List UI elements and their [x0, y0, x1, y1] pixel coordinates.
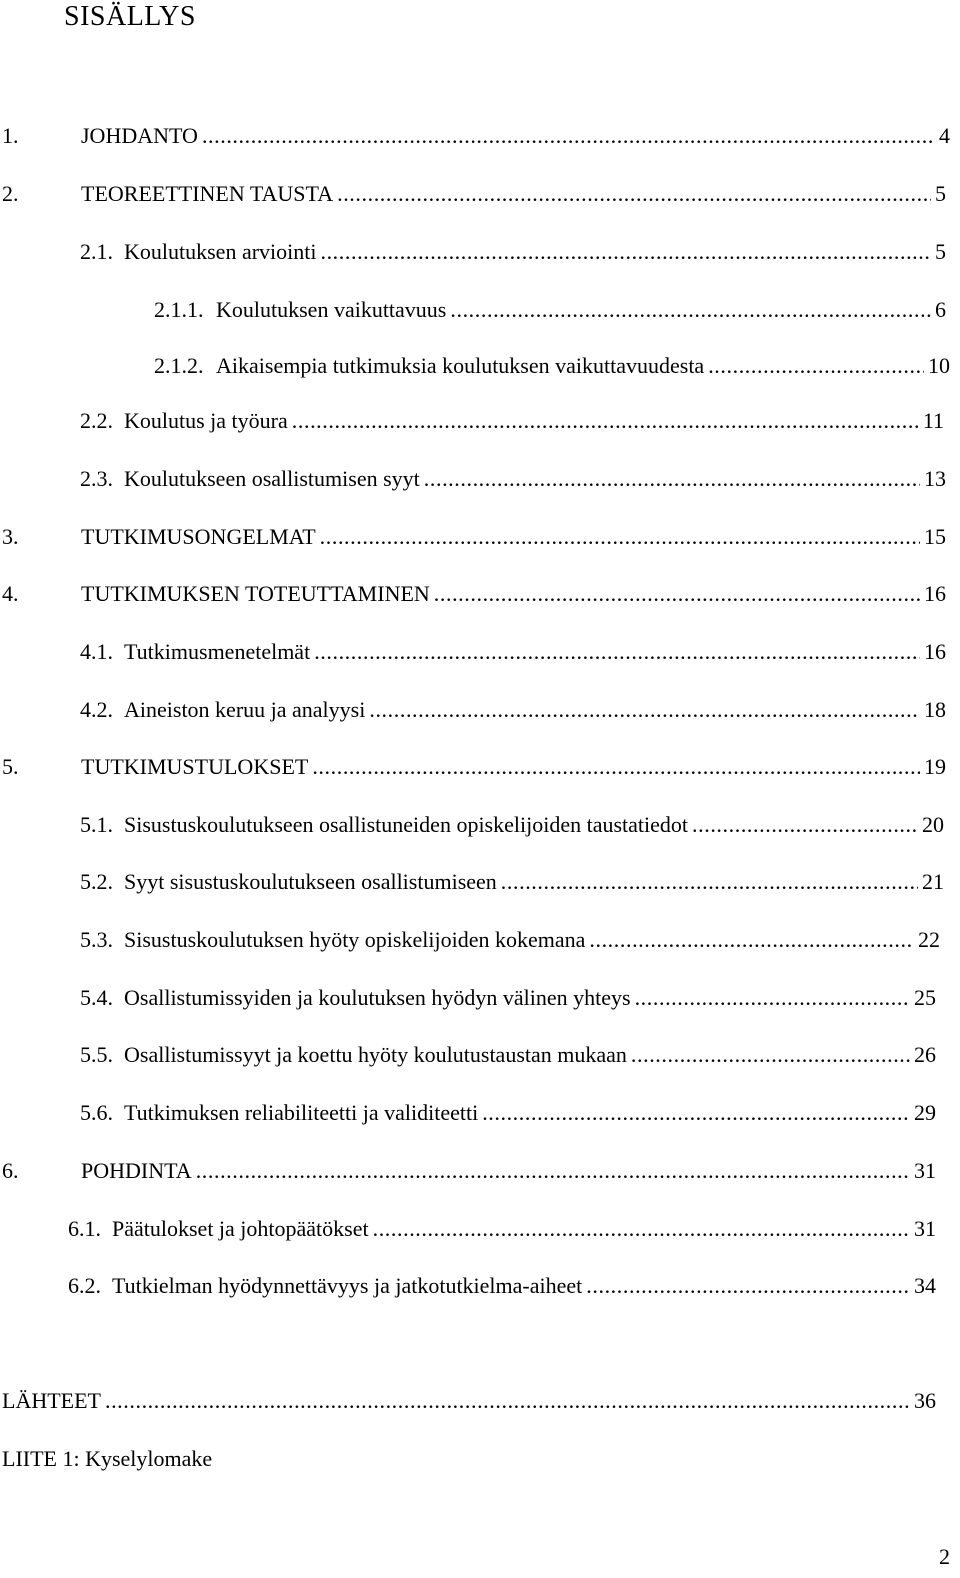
toc-entry-liite[interactable]: LIITE 1: Kyselylomake [2, 1446, 213, 1471]
toc-entry-page: 5 [935, 239, 946, 264]
toc-entry-page: 16 [924, 581, 946, 606]
toc-entry-number: 2.3. [80, 466, 113, 491]
toc-entry-number: 2.1. [80, 239, 113, 264]
toc-entry-aineiston-keruu[interactable] [80, 696, 946, 724]
toc-entry-osallistumisen-syyt[interactable] [80, 465, 946, 493]
toc-entry-title: JOHDANTO [81, 123, 198, 148]
toc-entry-title: Koulutus ja työura [124, 408, 288, 433]
toc-entry-title: Sisustuskoulutukseen osallistuneiden opiskelijoiden taustatiedot [124, 812, 689, 837]
toc-entry-paatulokset[interactable] [68, 1215, 936, 1243]
toc-entry-page: 6 [935, 297, 946, 322]
toc-entry-number: 1. [2, 123, 19, 148]
toc-entry-number: 5.4. [80, 985, 113, 1010]
toc-entry-title: Tutkielman hyödynnettävyys ja jatkotutkielma-aiheet [112, 1273, 583, 1298]
toc-entry-number: 2.2. [80, 408, 113, 433]
toc-leader-dots [589, 926, 914, 954]
toc-entry-page: 21 [922, 869, 944, 894]
toc-entry-number: 2.1.2. [154, 353, 204, 378]
toc-entry-page: 34 [914, 1273, 936, 1298]
toc-entry-number: 5.3. [80, 927, 113, 952]
toc-entry-tutkimuksen-toteuttaminen[interactable] [2, 580, 946, 608]
toc-entry-number: 5.6. [80, 1100, 113, 1125]
toc-entry-title: Koulutuksen arviointi [124, 239, 317, 264]
toc-entry-title: Tutkimusmenetelmät [124, 639, 311, 664]
toc-entry-page: 26 [914, 1042, 936, 1067]
toc-entry-tutkimustulokset[interactable] [2, 753, 946, 781]
toc-leader-dots [369, 696, 920, 724]
toc-leader-dots [320, 523, 920, 551]
toc-entry-number: 4.2. [80, 697, 113, 722]
toc-entry-page: 29 [914, 1100, 936, 1125]
toc-entry-hyoty-kokemana[interactable] [80, 926, 940, 954]
toc-entry-title: Koulutukseen osallistumisen syyt [124, 466, 420, 491]
toc-entry-koulutuksen-vaikuttavuus[interactable] [154, 296, 946, 324]
toc-entry-page: 13 [924, 466, 946, 491]
toc-entry-title: Koulutuksen vaikuttavuus [216, 297, 447, 322]
toc-entry-title: Päätulokset ja johtopäätökset [112, 1216, 369, 1241]
toc-leader-dots [450, 296, 931, 324]
toc-entry-page: 4 [939, 123, 950, 148]
toc-leader-dots [635, 984, 910, 1012]
toc-entry-page: 31 [914, 1158, 936, 1183]
toc-entry-title: POHDINTA [81, 1158, 192, 1183]
toc-leader-dots [202, 122, 935, 150]
toc-entry-number: 5.5. [80, 1042, 113, 1067]
toc-leader-dots [631, 1041, 910, 1069]
toc-entry-number: 4.1. [80, 639, 113, 664]
toc-leader-dots [586, 1272, 910, 1300]
toc-entry-number: 5.1. [80, 812, 113, 837]
toc-entry-page: 36 [914, 1388, 936, 1413]
toc-entry-number: 2.1.1. [154, 297, 204, 322]
toc-leader-dots [482, 1099, 910, 1127]
page-number: 2 [939, 1544, 950, 1569]
toc-leader-dots [434, 580, 920, 608]
toc-entry-aikaisempia-tutkimuksia[interactable] [154, 352, 950, 380]
toc-entry-taustatiedot[interactable] [80, 811, 944, 839]
toc-entry-page: 10 [928, 353, 950, 378]
toc-entry-number: 5.2. [80, 869, 113, 894]
toc-entry-number: 3. [2, 524, 19, 549]
toc-entry-number: 6.1. [68, 1216, 101, 1241]
toc-entry-koulutuksen-arviointi[interactable] [80, 238, 946, 266]
toc-leader-dots [501, 868, 918, 896]
toc-leader-dots [373, 1215, 910, 1243]
toc-leader-dots [337, 180, 931, 208]
toc-entry-page: 16 [924, 639, 946, 664]
toc-entry-number: 6. [2, 1158, 19, 1183]
toc-leader-dots [424, 465, 920, 493]
toc-entry-tutkimusmenetelmat[interactable] [80, 638, 946, 666]
toc-entry-page: 18 [924, 697, 946, 722]
toc-entry-pohdinta[interactable] [2, 1157, 936, 1185]
toc-entry-number: 4. [2, 581, 19, 606]
toc-entry-page: 11 [922, 408, 944, 433]
toc-entry-title: Osallistumissyiden ja koulutuksen hyödyn välinen yhteys [124, 985, 631, 1010]
page-title: SISÄLLYS [64, 1, 196, 32]
toc-entry-syyt-osallistumiseen[interactable] [80, 868, 944, 896]
toc-entry-reliabiliteetti[interactable] [80, 1099, 936, 1127]
toc-entry-johdanto[interactable] [2, 122, 950, 150]
toc-entry-lahteet[interactable] [2, 1387, 936, 1415]
toc-leader-dots [312, 753, 920, 781]
toc-entry-tutkimusongelmat[interactable] [2, 523, 946, 551]
toc-entry-teoreettinen-tausta[interactable] [2, 180, 946, 208]
toc-leader-dots [105, 1387, 910, 1415]
toc-entry-title: Aineiston keruu ja analyysi [124, 697, 366, 722]
toc-entry-koulutustaustan-mukaan[interactable] [80, 1041, 936, 1069]
toc-entry-title: Aikaisempia tutkimuksia koulutuksen vaikuttavuudesta [216, 353, 705, 378]
toc-entry-title: Syyt sisustuskoulutukseen osallistumiseen [124, 869, 497, 894]
toc-entry-number: 5. [2, 754, 19, 779]
toc-entry-number: 2. [2, 181, 19, 206]
toc-entry-title: Sisustuskoulutuksen hyöty opiskelijoiden kokemana [124, 927, 586, 952]
toc-entry-title: Osallistumissyyt ja koettu hyöty koulutustaustan mukaan [124, 1042, 627, 1067]
toc-leader-dots [320, 238, 931, 266]
toc-entry-title: TUTKIMUSTULOKSET [81, 754, 309, 779]
toc-entry-page: 15 [924, 524, 946, 549]
toc-leader-dots [692, 811, 918, 839]
toc-entry-page: 31 [914, 1216, 936, 1241]
toc-entry-page: 19 [924, 754, 946, 779]
toc-entry-title: TUTKIMUSONGELMAT [81, 524, 316, 549]
toc-entry-title: TEOREETTINEN TAUSTA [81, 181, 334, 206]
toc-entry-page: 5 [935, 181, 946, 206]
toc-entry-title: TUTKIMUKSEN TOTEUTTAMINEN [81, 581, 430, 606]
toc-entry-page: 22 [918, 927, 940, 952]
toc-entry-hyodynnettavyys[interactable] [68, 1272, 936, 1300]
toc-leader-dots [292, 407, 919, 435]
toc-entry-page: 20 [922, 812, 944, 837]
toc-entry-koulutus-ja-tyoura[interactable] [80, 407, 944, 435]
toc-entry-valinen-yhteys[interactable] [80, 984, 936, 1012]
toc-entry-number: 6.2. [68, 1273, 101, 1298]
toc-entry-title: LÄHTEET [2, 1388, 101, 1413]
toc-entry-title: Tutkimuksen reliabiliteetti ja validiteetti [124, 1100, 479, 1125]
toc-entry-page: 25 [914, 985, 936, 1010]
toc-leader-dots [314, 638, 920, 666]
toc-leader-dots [708, 352, 924, 380]
toc-leader-dots [196, 1157, 910, 1185]
